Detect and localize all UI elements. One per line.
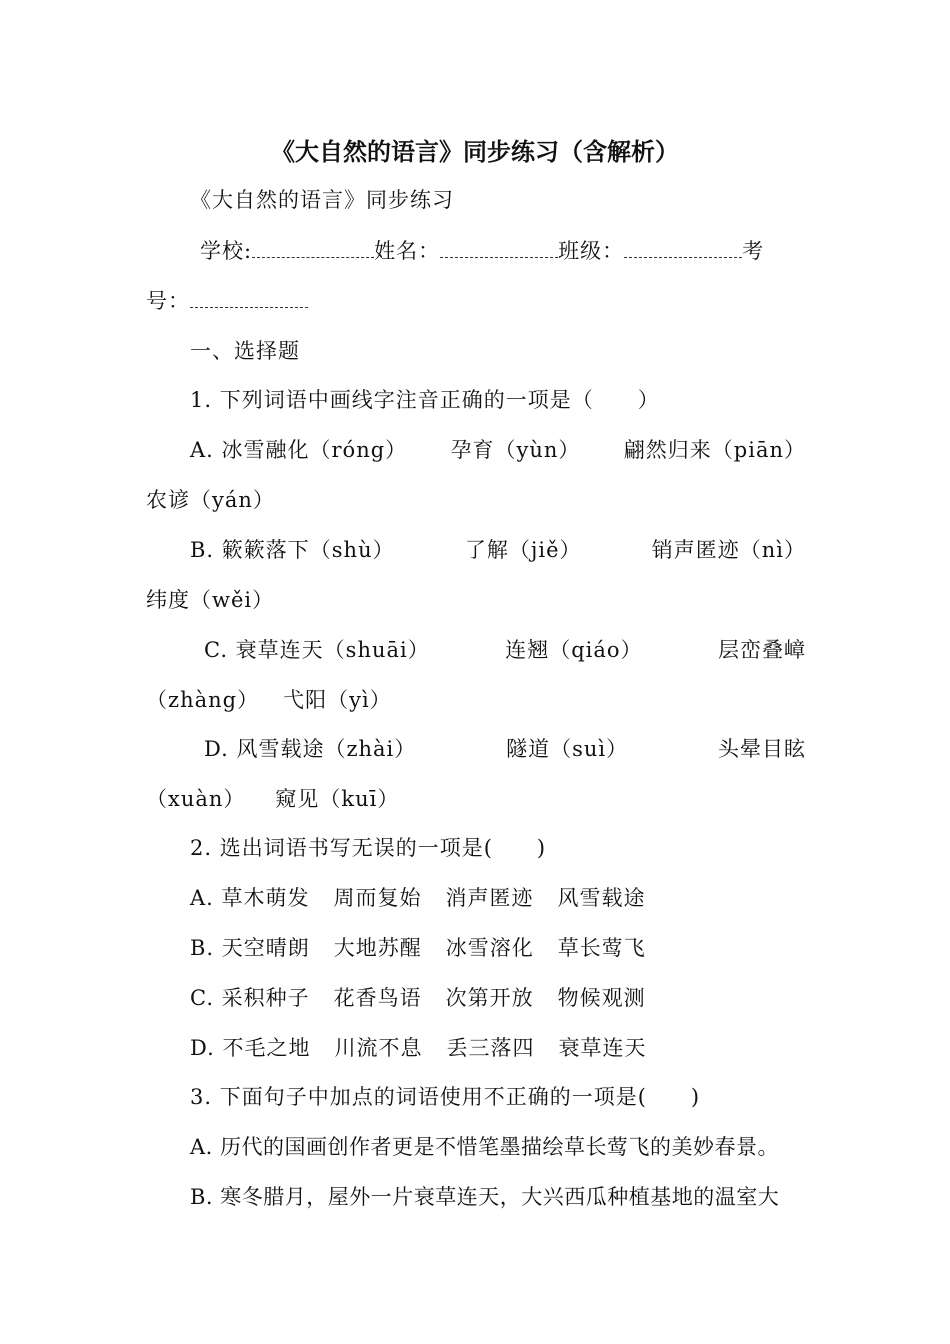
document-subtitle: 《大自然的语言》同步练习	[190, 188, 454, 212]
q1-a-item1: A. 冰雪融化（róng）	[190, 438, 408, 462]
q1-option-b-cont: 纬度（wěi）	[146, 588, 275, 612]
q3-option-a: A. 历代的国画创作者更是不惜笔墨描绘草长莺飞的美妙春景。	[190, 1135, 780, 1159]
q1-d-item3: 头晕目眩	[717, 737, 806, 761]
q2-d-word1: D. 不毛之地	[190, 1036, 311, 1060]
name-label: 姓名：	[374, 239, 441, 263]
q1-option-c	[204, 636, 806, 664]
name-blank[interactable]	[440, 237, 558, 258]
q2-a-word1: A. 草木萌发	[190, 886, 310, 910]
q1-d-item2: 隧道（suì）	[506, 737, 629, 761]
q1-d-item5: 窥见（kuī）	[275, 787, 400, 811]
q1-option-d	[204, 735, 806, 763]
q1-d-item4: （xuàn）	[146, 787, 246, 811]
q2-d-word2: 川流不息	[334, 1036, 423, 1060]
q1-option-c-cont	[146, 686, 806, 714]
q1-c-item5: 弋阳（yì）	[283, 688, 392, 712]
q2-option-c	[190, 984, 806, 1012]
q1-a-item3: 翩然归来（piān）	[623, 438, 806, 462]
q1-option-b	[190, 536, 806, 564]
section-heading: 一、选择题	[190, 339, 300, 363]
q1-c-item3: 层峦叠嶂	[718, 638, 806, 662]
q3-stem: 3. 下面句子中加点的词语使用不正确的一项是( )	[190, 1085, 701, 1109]
q1-stem: 1. 下列词语中画线字注音正确的一项是（ ）	[190, 388, 660, 412]
q2-option-b	[190, 934, 806, 962]
q1-c-item1: C. 衰草连天（shuāi）	[204, 638, 430, 662]
student-info-line	[200, 237, 806, 265]
document-title: 《大自然的语言》同步练习（含解析）	[271, 138, 679, 166]
q1-c-item4: （zhàng）	[146, 688, 260, 712]
q1-b-item3: 销声匿迹（nì）	[651, 538, 806, 562]
q1-a-item2: 孕育（yùn）	[450, 438, 581, 462]
exam-no-line	[146, 287, 806, 315]
q3-option-b: B. 寒冬腊月，屋外一片衰草连天，大兴西瓜种植基地的温室大	[190, 1185, 780, 1209]
q2-c-word2: 花香鸟语	[333, 986, 422, 1010]
school-label: 学校:	[200, 239, 253, 263]
q1-c-item2: 连翘（qiáo）	[505, 638, 643, 662]
q2-d-word4: 衰草连天	[558, 1036, 647, 1060]
q1-d-item1: D. 风雪载途（zhài）	[204, 737, 417, 761]
q2-option-d	[190, 1034, 806, 1062]
q2-b-word2: 大地苏醒	[333, 936, 422, 960]
q2-b-word1: B. 天空晴朗	[190, 936, 310, 960]
school-blank[interactable]	[252, 237, 374, 258]
exam-no-label-part1: 考	[742, 239, 765, 263]
q2-a-word4: 风雪载途	[557, 886, 646, 910]
q2-b-word3: 冰雪溶化	[445, 936, 534, 960]
q2-a-word3: 消声匿迹	[445, 886, 534, 910]
q2-option-a	[190, 884, 806, 912]
q2-c-word1: C. 采积种子	[190, 986, 310, 1010]
class-label: 班级：	[558, 239, 625, 263]
class-blank[interactable]	[624, 237, 742, 258]
q1-b-item2: 了解（jiě）	[464, 538, 582, 562]
exam-no-label-part2: 号：	[146, 289, 190, 313]
q2-a-word2: 周而复始	[333, 886, 422, 910]
q2-c-word4: 物候观测	[557, 986, 646, 1010]
q2-c-word3: 次第开放	[445, 986, 534, 1010]
exam-no-blank[interactable]	[190, 287, 308, 308]
q2-stem: 2. 选出词语书写无误的一项是( )	[190, 836, 547, 860]
q1-option-d-cont	[146, 785, 806, 813]
q1-option-a	[190, 436, 806, 464]
q1-b-item1: B. 簌簌落下（shù）	[190, 538, 395, 562]
q2-d-word3: 丢三落四	[446, 1036, 535, 1060]
q1-option-a-cont: 农谚（yán）	[146, 488, 275, 512]
q2-b-word4: 草长莺飞	[557, 936, 646, 960]
